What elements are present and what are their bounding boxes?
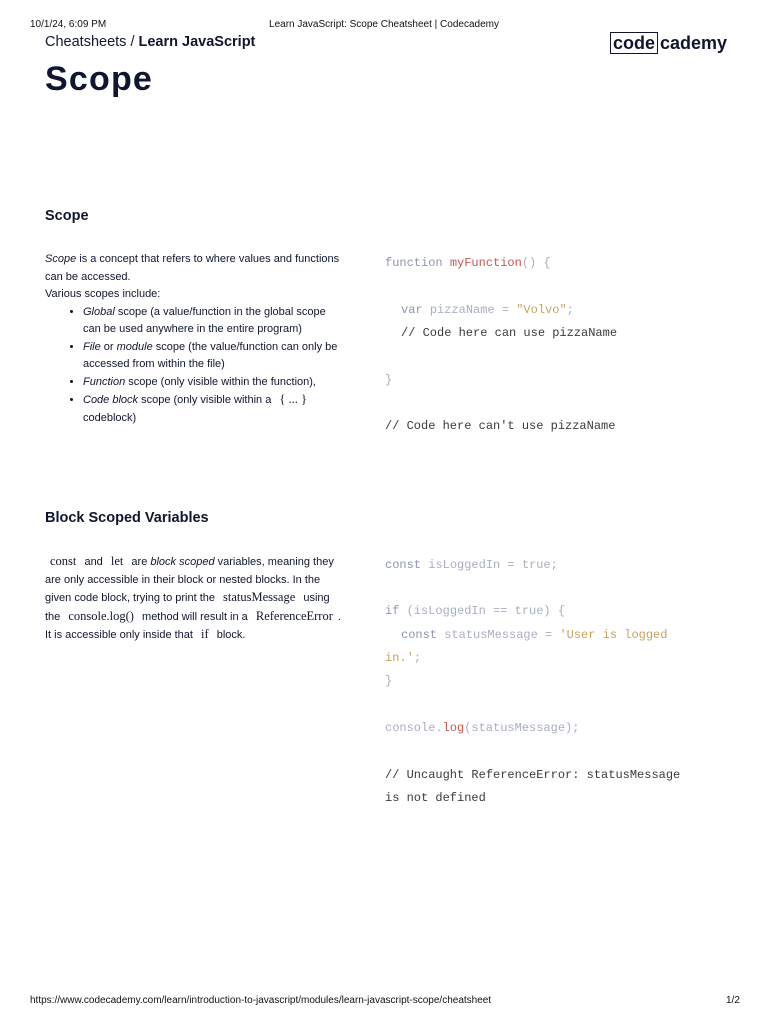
inline-code-console-log: console.log() xyxy=(68,608,134,623)
code-line xyxy=(385,721,579,735)
term-function: Function xyxy=(83,375,126,388)
code-keyword: if xyxy=(385,604,400,618)
inline-code-braces: { ... } xyxy=(279,392,308,406)
code-punctuation: ; xyxy=(413,651,422,665)
list-item-function-scope xyxy=(83,374,345,392)
code-condition: (isLoggedIn == true) { xyxy=(399,604,566,618)
term-file: File xyxy=(83,340,101,353)
section-title-block-scoped-variables: Block Scoped Variables xyxy=(45,510,209,526)
inline-code-if: if xyxy=(201,627,209,641)
term-block-scoped: block scoped xyxy=(150,556,215,568)
code-statement: statusMessage = xyxy=(437,628,560,642)
code-line xyxy=(385,604,565,618)
code-line xyxy=(385,558,558,572)
block-scoped-paragraph xyxy=(45,553,345,645)
code-comment: // Uncaught ReferenceError: statusMessage xyxy=(385,768,681,782)
scope-list-intro: Various scopes include: xyxy=(45,288,161,300)
code-keyword: var xyxy=(401,303,423,317)
list-item-text: or xyxy=(100,340,117,353)
scope-types-list xyxy=(45,304,345,428)
code-variable: pizzaName xyxy=(429,303,495,317)
page-title: Scope xyxy=(45,60,154,98)
term-global: Global xyxy=(83,305,115,318)
inline-code-let: let xyxy=(110,554,124,568)
code-comment: // Code here can't use pizzaName xyxy=(385,419,616,433)
term-code-block: Code block xyxy=(83,394,139,406)
code-line: } xyxy=(385,674,393,688)
paragraph-text: . It is accessible only inside that xyxy=(45,610,341,641)
code-keyword: function xyxy=(385,256,443,270)
code-comment: is not defined xyxy=(385,791,486,805)
inline-code-const: const xyxy=(50,554,77,568)
print-page-number: 1/2 xyxy=(726,995,740,1006)
inline-code-status-message: statusMessage xyxy=(223,590,296,604)
list-item-text: scope (a value/function in the global scope can be used anywhere in the entire program) xyxy=(83,305,326,335)
code-line xyxy=(385,651,421,665)
code-function-name: myFunction xyxy=(449,256,522,270)
code-object: console. xyxy=(385,721,443,735)
code-operator: = xyxy=(494,303,517,317)
logo-cademy-text: cademy xyxy=(660,33,728,53)
paragraph-text: are xyxy=(128,556,151,568)
scope-paragraph xyxy=(45,251,345,286)
list-item-text: scope (the value/function can only be accessed from within the file) xyxy=(83,340,338,370)
print-footer-url: https://www.codecademy.com/learn/introduction-to-javascript/modules/learn-javascript-scope/cheatsheet xyxy=(30,995,492,1006)
paragraph-text: using the xyxy=(45,592,330,623)
paragraph-text: and xyxy=(81,556,106,568)
list-item-file-scope xyxy=(83,339,345,374)
paragraph-text: method will result in a xyxy=(138,610,251,623)
inline-code-reference-error: ReferenceError xyxy=(255,608,333,623)
breadcrumb-cheatsheets-link[interactable]: Cheatsheets xyxy=(45,34,127,50)
block-scoped-description xyxy=(45,553,345,645)
scope-term: Scope xyxy=(45,253,77,265)
list-item-text: scope (only visible within the function), xyxy=(125,375,316,388)
list-item-global-scope xyxy=(83,304,345,339)
code-line: } xyxy=(385,373,393,387)
code-string: 'User is logged xyxy=(559,628,668,642)
code-string: "Volvo" xyxy=(516,303,567,317)
logo-code-box: code xyxy=(610,32,658,54)
code-line xyxy=(401,303,574,317)
code-string: in.' xyxy=(385,651,414,665)
paragraph-text: variables, meaning they are only accessible in their block or nested blocks. In the given code block, trying to print the xyxy=(45,556,334,604)
print-document-title: Learn JavaScript: Scope Cheatsheet | Codecademy xyxy=(269,19,499,30)
scope-definition-text: is a concept that refers to where values and functions can be accessed. xyxy=(45,253,340,283)
paragraph-text: block. xyxy=(213,629,246,641)
list-item-code-block-scope xyxy=(83,391,345,427)
codecademy-logo[interactable] xyxy=(610,31,727,55)
code-statement: isLoggedIn = true; xyxy=(421,558,558,572)
section-title-scope: Scope xyxy=(45,208,89,224)
code-function-name: log xyxy=(442,721,465,735)
code-line xyxy=(385,256,551,270)
scope-description xyxy=(45,251,345,427)
list-item-text: codeblock) xyxy=(83,411,137,424)
print-date: 10/1/24, 6:09 PM xyxy=(30,19,107,30)
code-line xyxy=(401,628,667,642)
list-item-text: scope (only visible within a xyxy=(138,394,275,406)
breadcrumb-separator: / xyxy=(126,34,139,50)
breadcrumb xyxy=(45,34,255,50)
code-punctuation: () { xyxy=(521,256,551,270)
term-module: module xyxy=(116,340,153,353)
code-comment: // Code here can use pizzaName xyxy=(401,326,618,340)
code-keyword: const xyxy=(401,628,438,642)
code-punctuation: ; xyxy=(566,303,574,317)
code-keyword: const xyxy=(385,558,422,572)
code-arguments: (statusMessage); xyxy=(464,721,580,735)
breadcrumb-learn-javascript-link[interactable]: Learn JavaScript xyxy=(138,34,256,50)
